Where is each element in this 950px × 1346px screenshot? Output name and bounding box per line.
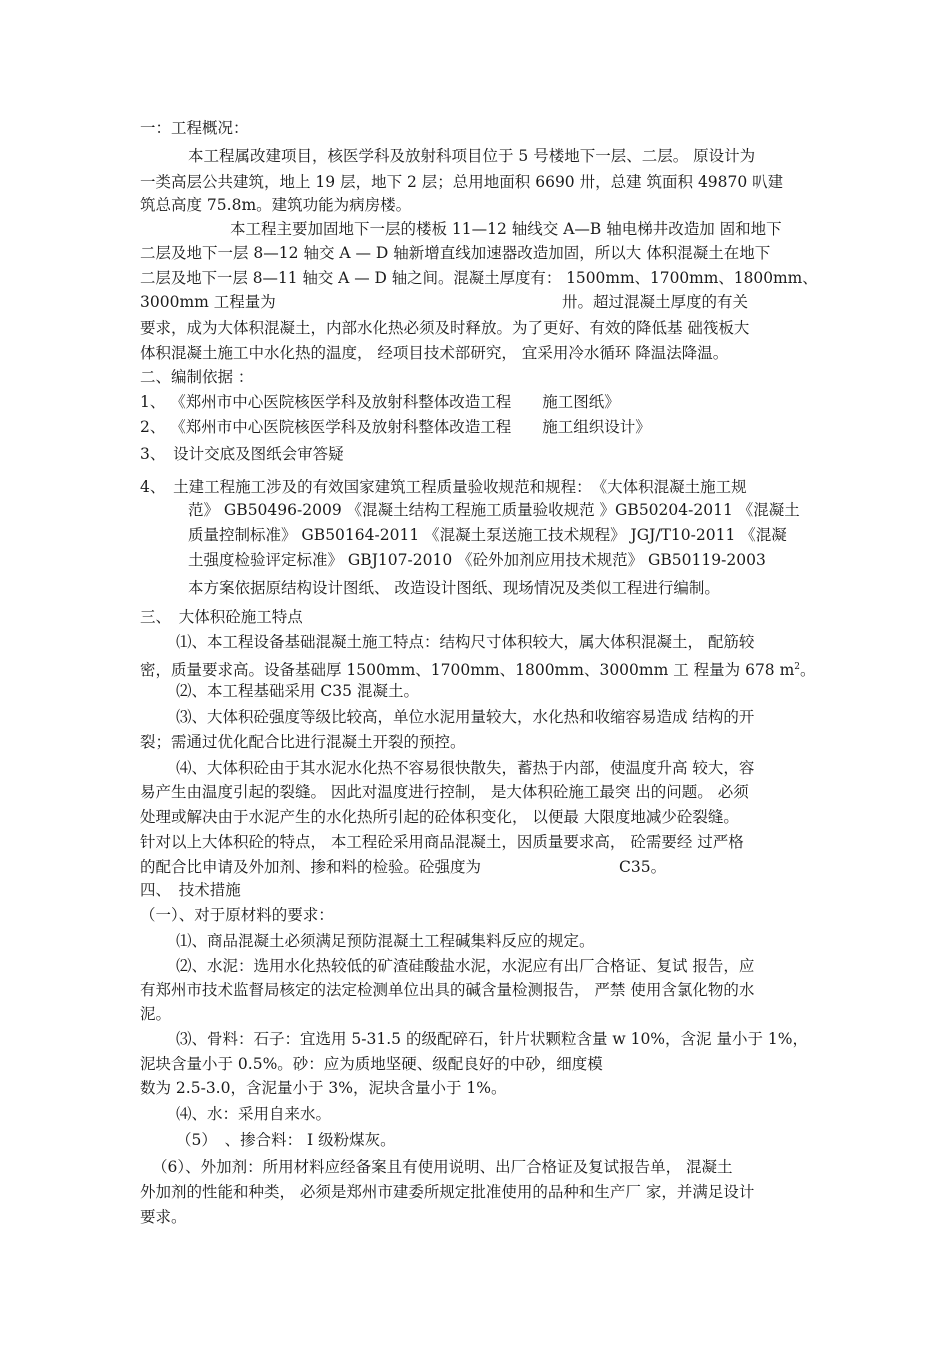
list-item-continued: 范》 GB50496-2009 《混凝土结构工程施工质量验收规范 》GB50204-2011 《混凝土 xyxy=(188,501,800,519)
paragraph-line: 本工程主要加固地下一层的楼板 11—12 轴线交 A—B 轴电梯井改造加 固和地下 xyxy=(230,220,782,238)
paragraph-line: 泥块含量小于 0.5%。砂：应为质地坚硬、级配良好的中砂，细度模 xyxy=(140,1055,603,1073)
paragraph-line: 易产生由温度引起的裂缝。 因此对温度进行控制， 是大体积砼施工最突 出的问题。 必须 xyxy=(140,783,749,801)
paragraph-line: ⑶、骨料：石子：宜选用 5-31.5 的级配碎石，针片状颗粒含量 w 10%，含泥 量小于 1%， xyxy=(176,1030,808,1048)
list-item: 3、 设计交底及图纸会审答疑 xyxy=(140,445,344,463)
list-item-continued: 土强度检验评定标准》 GBJ107-2010 《砼外加剂应用技术规范》 GB50119-2003 xyxy=(188,551,766,569)
heading-features: 三、 大体积砼施工特点 xyxy=(140,608,303,626)
paragraph-line: ⑴、商品混凝土必须满足预防混凝土工程碱集料反应的规定。 xyxy=(176,932,595,950)
paragraph-line: 体积混凝土施工中水化热的温度， 经项目技术部研究， 宜采用冷水循环 降温法降温。 xyxy=(140,344,729,362)
paragraph-line: ⑵、本工程基础采用 C35 混凝土。 xyxy=(176,682,419,700)
paragraph-line: 二层及地下一层 8—11 轴交 A — D 轴之间。混凝土厚度有： 1500mm、1700mm、1800mm、 xyxy=(140,269,818,287)
paragraph-line: C35。 xyxy=(619,858,667,876)
paragraph-line: 要求。 xyxy=(140,1208,187,1226)
list-item-continued: 质量控制标准》 GB50164-2011 《混凝土泵送施工技术规程》 JGJ/T10-2011 《混凝 xyxy=(188,526,787,544)
paragraph-line: 处理或解决由于水泥产生的水化热所引起的砼体积变化， 以便最 大限度地减少砼裂缝。 xyxy=(140,808,739,826)
paragraph-line: 裂；需通过优化配合比进行混凝土开裂的预控。 xyxy=(140,733,466,751)
paragraph-line: 有郑州市技术监督局核定的法定检测单位出具的碱含量检测报告， 严禁 使用含氯化物的水 xyxy=(140,981,755,999)
subheading: （一）、对于原材料的要求： xyxy=(140,906,334,924)
paragraph-line xyxy=(140,657,816,680)
paragraph-line: 数为 2.5-3.0，含泥量小于 3%，泥块含量小于 1%。 xyxy=(140,1079,507,1097)
paragraph-line: （5） 、掺合料： Ⅰ 级粉煤灰。 xyxy=(176,1131,396,1149)
paragraph-line: 二层及地下一层 8—12 轴交 A — D 轴新增直线加速器改造加固，所以大 体积混凝土在地下 xyxy=(140,244,771,262)
heading-measures: 四、 技术措施 xyxy=(140,881,241,899)
paragraph-line: 筑总高度 75.8m。建筑功能为病房楼。 xyxy=(140,196,412,214)
heading-basis: 二、编制依据 ： xyxy=(140,368,254,386)
paragraph-line: 泥。 xyxy=(140,1005,172,1023)
paragraph-line: 一类高层公共建筑，地上 19 层，地下 2 层；总用地面积 6690 卅，总建 筑面积 49870 叭建 xyxy=(140,173,784,191)
paragraph-line: ⑴、本工程设备基础混凝土施工特点：结构尺寸体积较大，属大体积混凝土， 配筋较 xyxy=(176,633,755,651)
list-item: 2、 《郑州市中心医院核医学科及放射科整体改造工程 施工组织设计》 xyxy=(140,418,651,436)
paragraph-line: 针对以上大体积砼的特点， 本工程砼采用商品混凝土，因质量要求高， 砼需要经 过严格 xyxy=(140,833,744,851)
list-item: 1、 《郑州市中心医院核医学科及放射科整体改造工程 施工图纸》 xyxy=(140,393,620,411)
superscript: 2 xyxy=(794,662,801,672)
heading-overview: 一：工程概况： xyxy=(140,119,249,137)
paragraph-line: ⑷、水：采用自来水。 xyxy=(176,1105,332,1123)
paragraph-line: 的配合比申请及外加剂、掺和料的检验。砼强度为 xyxy=(140,858,482,876)
paragraph-line: ⑷、大体积砼由于其水泥水化热不容易很快散失，蓄热于内部，使温度升高 较大，容 xyxy=(176,759,755,777)
paragraph-line: 卅。超过混凝土厚度的有关 xyxy=(562,293,749,311)
paragraph-line: ⑵、水泥：选用水化热较低的矿渣硅酸盐水泥，水泥应有出厂合格证、复试 报告，应 xyxy=(176,957,755,975)
list-item: 4、 土建工程施工涉及的有效国家建筑工程质量验收规范和规程： 《大体积混凝土施工规 xyxy=(140,478,747,496)
paragraph-text: 。 xyxy=(800,661,816,679)
paragraph-line: 3000mm 工程量为 xyxy=(140,293,276,311)
paragraph-line: 要求，成为大体积混凝土，内部水化热必须及时释放。为了更好、有效的降低基 础筏板大 xyxy=(140,319,750,337)
paragraph-text: 密，质量要求高。设备基础厚 1500mm、1700mm、1800mm、3000mm 工 程量为 678 m xyxy=(140,661,795,679)
list-item-continued: 本方案依据原结构设计图纸、 改造设计图纸、现场情况及类似工程进行编制。 xyxy=(188,579,720,597)
paragraph-line: 外加剂的性能和种类， 必须是郑州市建委所规定批准使用的品种和生产厂 家，并满足设计 xyxy=(140,1183,755,1201)
paragraph-line: 本工程属改建项目，核医学科及放射科项目位于 5 号楼地下一层、二层。 原设计为 xyxy=(188,147,756,165)
paragraph-line: （6）、外加剂：所用材料应经备案且有使用说明、出厂合格证及复试报告单， 混凝土 xyxy=(152,1158,733,1176)
paragraph-line: ⑶、大体积砼强度等级比较高，单位水泥用量较大，水化热和收缩容易造成 结构的开 xyxy=(176,708,755,726)
